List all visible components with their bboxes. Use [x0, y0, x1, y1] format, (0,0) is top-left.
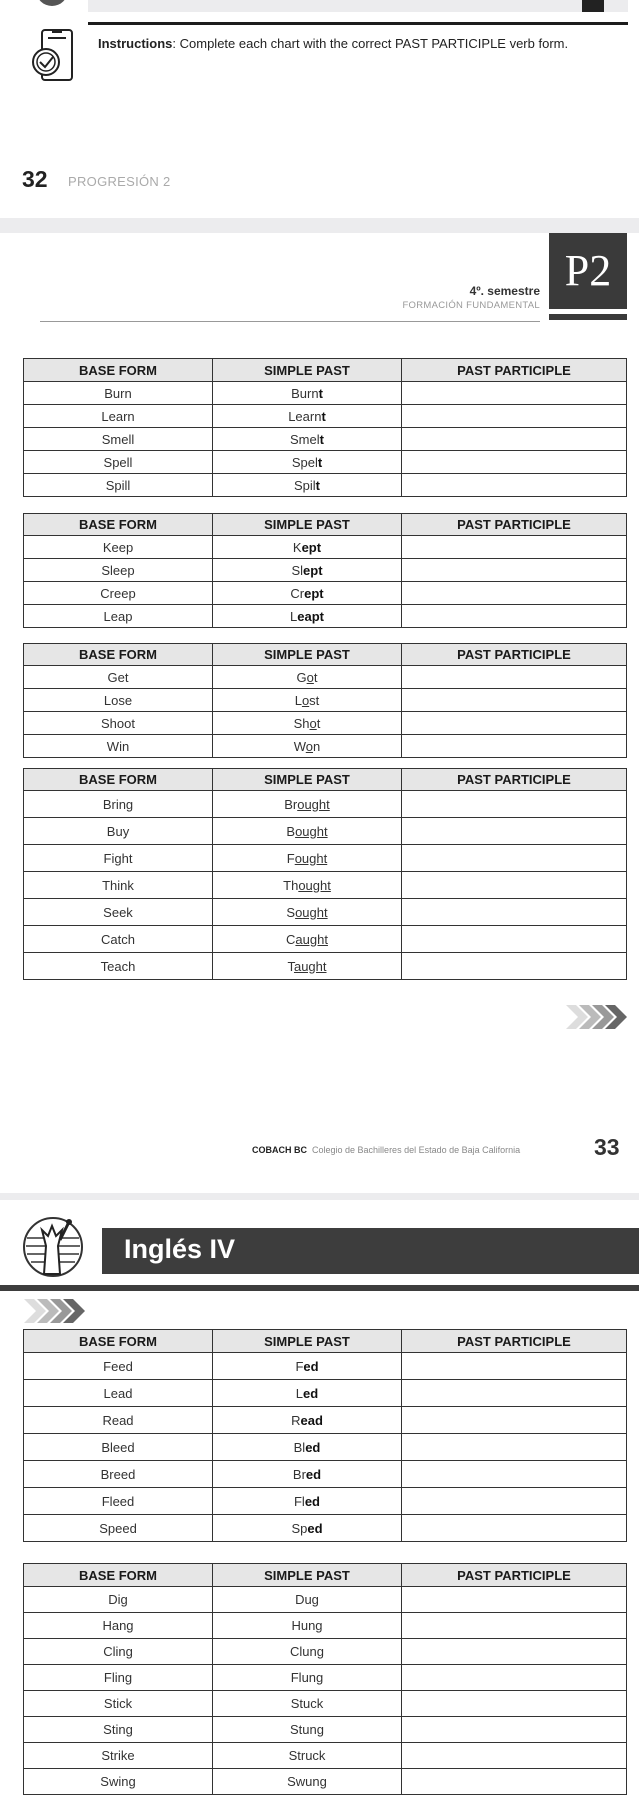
- base-form-cell: Read: [24, 1407, 213, 1434]
- past-participle-answer[interactable]: [402, 382, 627, 405]
- past-participle-answer[interactable]: [402, 582, 627, 605]
- simple-past-cell: [213, 712, 402, 735]
- past-part: Swung: [287, 1774, 327, 1789]
- footer-brand: COBACH BC: [252, 1145, 307, 1155]
- past-ending: t: [317, 454, 323, 470]
- past-participle-answer[interactable]: [402, 405, 627, 428]
- base-form-cell: Fleed: [24, 1488, 213, 1515]
- past-part: Dug: [295, 1592, 319, 1607]
- past-participle-answer[interactable]: [402, 559, 627, 582]
- simple-past-cell: [213, 872, 402, 899]
- table-row: [24, 791, 627, 818]
- table-row: [24, 845, 627, 872]
- base-form-cell: Get: [24, 666, 213, 689]
- past-participle-answer[interactable]: [402, 1488, 627, 1515]
- simple-past-cell: [213, 1639, 402, 1665]
- base-form-cell: Stick: [24, 1691, 213, 1717]
- simple-past-cell: [213, 559, 402, 582]
- past-ending: t: [319, 431, 324, 447]
- table-row: [24, 953, 627, 980]
- past-part: W: [293, 738, 306, 754]
- simple-past-cell: [213, 451, 402, 474]
- header-base-form: BASE FORM: [24, 1330, 213, 1353]
- simple-past-cell: [213, 1613, 402, 1639]
- base-form-cell: Think: [24, 872, 213, 899]
- past-ending: t: [315, 477, 321, 493]
- instructions-label: Instructions: [98, 36, 173, 51]
- past-part: n: [313, 738, 321, 754]
- past-ending: aught: [295, 931, 328, 947]
- simple-past-cell: [213, 845, 402, 872]
- past-participle-answer[interactable]: [402, 1769, 627, 1795]
- base-form-cell: Fling: [24, 1665, 213, 1691]
- base-form-cell: Swing: [24, 1769, 213, 1795]
- past-part: Spel: [291, 454, 318, 470]
- table-row: [24, 818, 627, 845]
- past-ending: o: [309, 715, 317, 731]
- simple-past-cell: [213, 382, 402, 405]
- table-row: [24, 1691, 627, 1717]
- past-ending: ed: [303, 1358, 319, 1374]
- header-past-participle: PAST PARTICIPLE: [402, 514, 627, 536]
- table-row: [24, 1407, 627, 1434]
- base-form-cell: Cling: [24, 1639, 213, 1665]
- past-ending: ought: [295, 823, 328, 839]
- simple-past-cell: [213, 689, 402, 712]
- page-33: [0, 233, 639, 1193]
- table-row: [24, 1639, 627, 1665]
- table-row: [24, 689, 627, 712]
- past-participle-answer[interactable]: [402, 926, 627, 953]
- simple-past-cell: [213, 1665, 402, 1691]
- header-base-form: BASE FORM: [24, 359, 213, 382]
- past-part: Sp: [291, 1520, 308, 1536]
- past-ending: o: [306, 669, 314, 685]
- past-part: Hung: [291, 1618, 323, 1633]
- past-participle-answer[interactable]: [402, 1691, 627, 1717]
- continue-arrows-icon: [566, 1005, 628, 1034]
- base-form-cell: Fight: [24, 845, 213, 872]
- simple-past-cell: [213, 1587, 402, 1613]
- simple-past-cell: [213, 818, 402, 845]
- past-ending: ed: [304, 1493, 320, 1509]
- past-part: st: [309, 692, 320, 708]
- table-row: [24, 1515, 627, 1542]
- decorative-circle: [36, 0, 68, 6]
- progression-label: PROGRESIÓN 2: [68, 174, 171, 189]
- simple-past-cell: [213, 953, 402, 980]
- base-form-cell: Smell: [24, 428, 213, 451]
- base-form-cell: Bring: [24, 791, 213, 818]
- badge-bar: [549, 314, 627, 320]
- past-participle-answer[interactable]: [402, 791, 627, 818]
- base-form-cell: Hang: [24, 1613, 213, 1639]
- simple-past-cell: [213, 1353, 402, 1380]
- page-number: 32: [22, 166, 48, 192]
- table-row: [24, 926, 627, 953]
- base-form-cell: Teach: [24, 953, 213, 980]
- formation-label: FORMACIÓN FUNDAMENTAL: [402, 300, 540, 311]
- past-ending: ed: [303, 1385, 319, 1401]
- header-simple-past: SIMPLE PAST: [213, 514, 402, 536]
- base-form-cell: Win: [24, 735, 213, 758]
- simple-past-cell: [213, 582, 402, 605]
- past-part: S: [286, 904, 296, 920]
- header-past-participle: PAST PARTICIPLE: [402, 359, 627, 382]
- past-part: Learn: [288, 408, 322, 424]
- past-part: Smel: [290, 431, 320, 447]
- table-row: [24, 1461, 627, 1488]
- table-row: [24, 899, 627, 926]
- simple-past-cell: [213, 1717, 402, 1743]
- base-form-cell: Shoot: [24, 712, 213, 735]
- past-part: L: [294, 692, 302, 708]
- verb-table-5: [23, 1329, 627, 1542]
- table-row: [24, 428, 627, 451]
- simple-past-cell: [213, 428, 402, 451]
- header-rule: [40, 321, 540, 322]
- table-row: [24, 666, 627, 689]
- base-form-cell: Spell: [24, 451, 213, 474]
- past-participle-answer[interactable]: [402, 1639, 627, 1665]
- past-ending: eapt: [297, 608, 324, 624]
- past-part: K: [292, 539, 302, 555]
- table-row: [24, 735, 627, 758]
- past-ending: ept: [301, 539, 322, 555]
- page-34: [0, 1200, 639, 1815]
- past-participle-answer[interactable]: [402, 712, 627, 735]
- past-ending: ought: [298, 877, 331, 893]
- verb-table-2: [23, 513, 627, 628]
- past-participle-answer[interactable]: [402, 689, 627, 712]
- simple-past-cell: [213, 1380, 402, 1407]
- past-part: T: [287, 958, 294, 974]
- past-part: Sl: [291, 562, 304, 578]
- header-simple-past: SIMPLE PAST: [213, 1564, 402, 1587]
- past-part: F: [286, 850, 295, 866]
- continue-arrows-icon: [24, 1299, 86, 1328]
- table-row: [24, 712, 627, 735]
- past-part: Struck: [288, 1748, 326, 1763]
- past-part: Stuck: [290, 1696, 324, 1711]
- semester-label: 4º. semestre: [469, 284, 540, 298]
- past-part: G: [296, 669, 307, 685]
- table-row: [24, 451, 627, 474]
- base-form-cell: Feed: [24, 1353, 213, 1380]
- simple-past-cell: [213, 735, 402, 758]
- simple-past-cell: [213, 405, 402, 428]
- past-ending: aught: [293, 958, 327, 974]
- header-base-form: BASE FORM: [24, 769, 213, 791]
- past-participle-answer[interactable]: [402, 735, 627, 758]
- page-32: [0, 0, 639, 218]
- table-row: [24, 1613, 627, 1639]
- base-form-cell: Dig: [24, 1587, 213, 1613]
- past-participle-answer[interactable]: [402, 666, 627, 689]
- past-part: Br: [284, 796, 298, 812]
- base-form-cell: Speed: [24, 1515, 213, 1542]
- past-part: Burn: [291, 385, 319, 401]
- table-row: [24, 1587, 627, 1613]
- simple-past-cell: [213, 1461, 402, 1488]
- simple-past-cell: [213, 791, 402, 818]
- header-simple-past: SIMPLE PAST: [213, 644, 402, 666]
- past-ending: t: [321, 408, 326, 424]
- simple-past-cell: [213, 536, 402, 559]
- table-row: [24, 474, 627, 497]
- base-form-cell: Lose: [24, 689, 213, 712]
- past-part: Cr: [290, 585, 305, 601]
- header-base-form: BASE FORM: [24, 514, 213, 536]
- past-ending: o: [305, 738, 314, 754]
- top-band: [88, 0, 628, 12]
- base-form-cell: Catch: [24, 926, 213, 953]
- past-participle-answer[interactable]: [402, 953, 627, 980]
- table-row: [24, 1488, 627, 1515]
- past-participle-answer[interactable]: [402, 451, 627, 474]
- header-simple-past: SIMPLE PAST: [213, 1330, 402, 1353]
- instructions-text: : Complete each chart with the correct PAST PARTICIPLE verb form.: [172, 36, 569, 51]
- past-part: C: [286, 931, 296, 947]
- base-form-cell: Keep: [24, 536, 213, 559]
- band-rule: [0, 1285, 639, 1291]
- simple-past-cell: [213, 1743, 402, 1769]
- header-past-participle: PAST PARTICIPLE: [402, 1330, 627, 1353]
- base-form-cell: Spill: [24, 474, 213, 497]
- past-participle-answer[interactable]: [402, 1515, 627, 1542]
- verb-table-3: [23, 643, 627, 758]
- past-participle-answer[interactable]: [402, 605, 627, 628]
- table-row: [24, 405, 627, 428]
- past-part: B: [286, 823, 296, 839]
- simple-past-cell: [213, 1407, 402, 1434]
- past-part: Bl: [293, 1439, 306, 1455]
- base-form-cell: Buy: [24, 818, 213, 845]
- base-form-cell: Leap: [24, 605, 213, 628]
- past-part: Sh: [293, 715, 310, 731]
- footer-school: Colegio de Bachilleres del Estado de Baja California: [312, 1145, 521, 1155]
- past-part: Spil: [293, 477, 316, 493]
- verb-table-6: [23, 1563, 627, 1795]
- table-row: [24, 382, 627, 405]
- past-ending: ept: [303, 562, 323, 578]
- base-form-cell: Sleep: [24, 559, 213, 582]
- header-base-form: BASE FORM: [24, 1564, 213, 1587]
- verb-table-1: [23, 358, 627, 497]
- base-form-cell: Seek: [24, 899, 213, 926]
- table-row: [24, 1717, 627, 1743]
- table-row: [24, 582, 627, 605]
- simple-past-cell: [213, 1769, 402, 1795]
- past-participle-answer[interactable]: [402, 1665, 627, 1691]
- past-part: Br: [292, 1466, 306, 1482]
- base-form-cell: Breed: [24, 1461, 213, 1488]
- past-part: Th: [283, 877, 299, 893]
- verb-table-4: [23, 768, 627, 980]
- header-past-participle: PAST PARTICIPLE: [402, 769, 627, 791]
- simple-past-cell: [213, 605, 402, 628]
- past-part: L: [295, 1385, 304, 1401]
- past-participle-answer[interactable]: [402, 872, 627, 899]
- page-number: 33: [594, 1134, 620, 1160]
- table-row: [24, 559, 627, 582]
- past-part: Stung: [290, 1722, 324, 1737]
- simple-past-cell: [213, 1515, 402, 1542]
- past-participle-answer[interactable]: [402, 474, 627, 497]
- past-ending: ead: [300, 1412, 323, 1428]
- past-part: L: [290, 608, 298, 624]
- past-part: t: [316, 715, 321, 731]
- past-ending: o: [301, 692, 310, 708]
- checklist-icon: [28, 26, 84, 91]
- past-ending: ought: [294, 850, 328, 866]
- header-past-participle: PAST PARTICIPLE: [402, 1564, 627, 1587]
- past-ending: ept: [304, 585, 324, 601]
- simple-past-cell: [213, 666, 402, 689]
- base-form-cell: Sting: [24, 1717, 213, 1743]
- top-block: [582, 0, 604, 12]
- past-part: R: [291, 1412, 301, 1428]
- base-form-cell: Bleed: [24, 1434, 213, 1461]
- table-row: [24, 872, 627, 899]
- past-participle-answer[interactable]: [402, 536, 627, 559]
- past-participle-answer[interactable]: [402, 1380, 627, 1407]
- past-part: Flung: [290, 1670, 324, 1685]
- past-participle-answer[interactable]: [402, 1587, 627, 1613]
- simple-past-cell: [213, 926, 402, 953]
- top-rule: [88, 22, 628, 25]
- base-form-cell: Strike: [24, 1743, 213, 1769]
- table-row: [24, 1353, 627, 1380]
- past-part: F: [295, 1358, 304, 1374]
- table-row: [24, 1665, 627, 1691]
- past-participle-answer[interactable]: [402, 1461, 627, 1488]
- past-participle-answer[interactable]: [402, 845, 627, 872]
- liberty-logo-icon: [22, 1216, 84, 1283]
- base-form-cell: Lead: [24, 1380, 213, 1407]
- past-participle-answer[interactable]: [402, 1407, 627, 1434]
- simple-past-cell: [213, 1488, 402, 1515]
- simple-past-cell: [213, 1434, 402, 1461]
- course-title: Inglés IV: [124, 1234, 236, 1264]
- header-simple-past: SIMPLE PAST: [213, 359, 402, 382]
- table-row: [24, 536, 627, 559]
- past-ending: t: [318, 385, 323, 401]
- base-form-cell: Burn: [24, 382, 213, 405]
- past-participle-answer[interactable]: [402, 818, 627, 845]
- base-form-cell: Creep: [24, 582, 213, 605]
- past-participle-answer[interactable]: [402, 1743, 627, 1769]
- footer-college: [252, 1145, 520, 1155]
- past-ending: ought: [297, 796, 330, 812]
- past-part: Clung: [290, 1644, 324, 1659]
- simple-past-cell: [213, 1691, 402, 1717]
- past-participle-answer[interactable]: [402, 1717, 627, 1743]
- simple-past-cell: [213, 899, 402, 926]
- table-row: [24, 1434, 627, 1461]
- past-participle-answer[interactable]: [402, 1613, 627, 1639]
- past-ending: ed: [305, 1439, 321, 1455]
- past-ending: ed: [307, 1520, 323, 1536]
- past-part: Fl: [293, 1493, 305, 1509]
- header-base-form: BASE FORM: [24, 644, 213, 666]
- header-past-participle: PAST PARTICIPLE: [402, 644, 627, 666]
- simple-past-cell: [213, 474, 402, 497]
- past-participle-answer[interactable]: [402, 1353, 627, 1380]
- past-participle-answer[interactable]: [402, 899, 627, 926]
- table-row: [24, 1743, 627, 1769]
- table-row: [24, 1380, 627, 1407]
- past-ending: ought: [295, 904, 328, 920]
- header-simple-past: SIMPLE PAST: [213, 769, 402, 791]
- past-part: t: [313, 669, 318, 685]
- progression-badge: P2: [549, 233, 627, 309]
- past-ending: ed: [305, 1466, 322, 1482]
- instructions: [98, 36, 618, 51]
- base-form-cell: Learn: [24, 405, 213, 428]
- past-participle-answer[interactable]: [402, 1434, 627, 1461]
- table-row: [24, 1769, 627, 1795]
- past-participle-answer[interactable]: [402, 428, 627, 451]
- table-row: [24, 605, 627, 628]
